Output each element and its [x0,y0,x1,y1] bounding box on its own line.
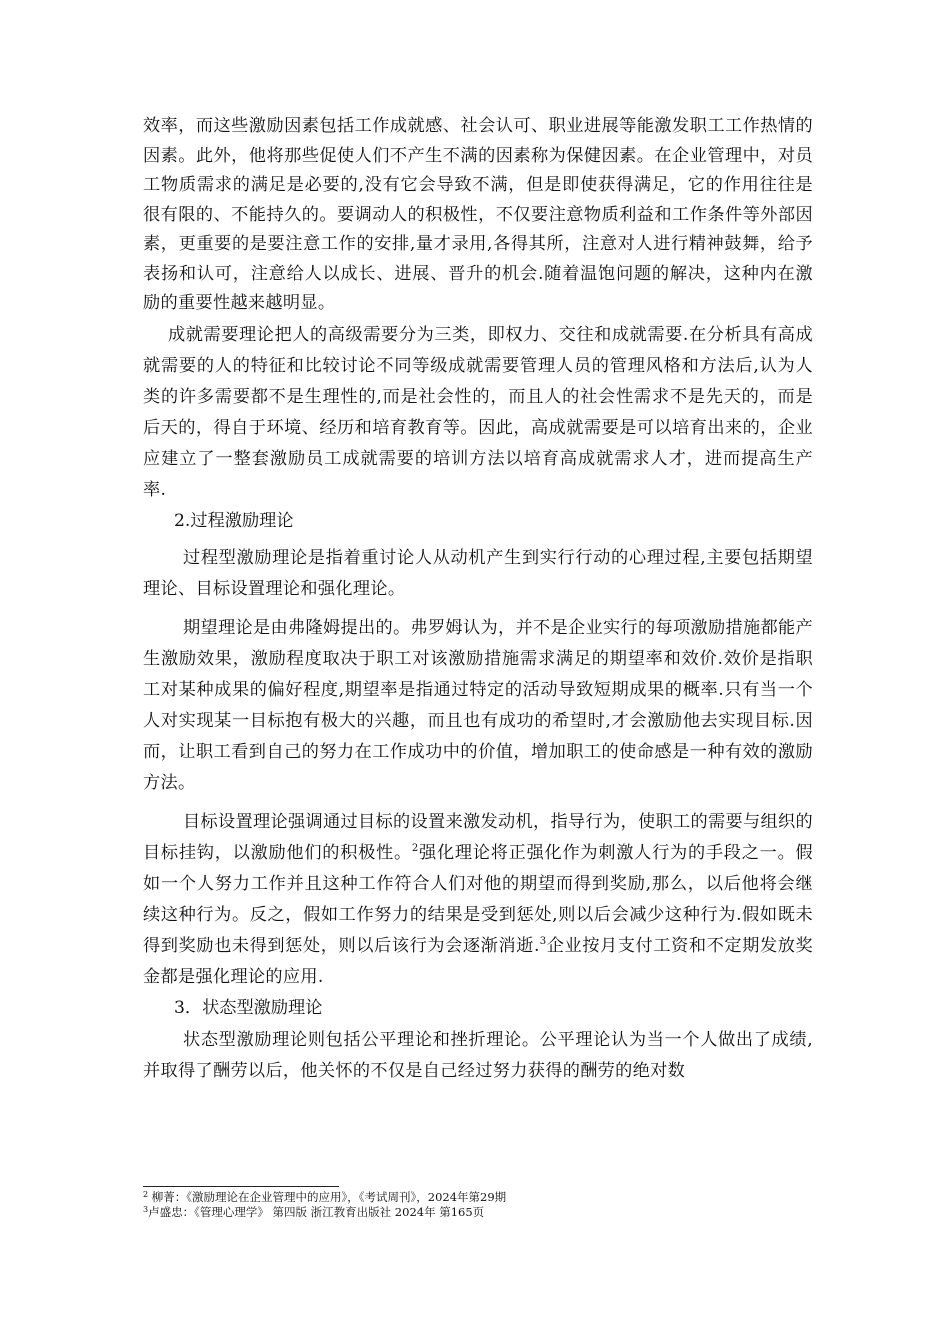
reinforcement-application-text: 企业按月支付工资和不定期发放奖金都是强化理论的应用. [143,935,813,987]
footnote-2-text: 柳菁：《激励理论在企业管理中的应用》，《考试周刊》，2024年第29期 [148,1190,507,1204]
document-body [143,112,813,1087]
footnote-3-mark: 3 [143,1205,149,1214]
footnotes [143,1186,813,1220]
paragraph-process-theory: 过程型激励理论是指着重讨论人从动机产生到实行行动的心理过程,主要包括期望理论、目标设置理论和强化理论。 [143,547,813,599]
paragraph-achievement-needs: 成就需要理论把人的高级需要分为三类，即权力、交往和成就需要.在分析具有高成就需要的人的特征和比较讨论不同等级成就需要管理人员的管理风格和方法后,认为人类的许多需要都不是生理性的,而是社会性的，而且人的社会性需求不是先天的，而是后天的，得自于环境、经历和培育教育等。因此，高成就需要是可以培育出来的，企业应建立了一整套激励员工成就需要的培训方法以培育高成就需求人才，进而提高生产率. [143,324,813,500]
paragraph-expectancy-theory: 期望理论是由弗隆姆提出的。弗罗姆认为，并不是企业实行的每项激励措施都能产生激励效果，激励程度取决于职工对该激励措施需求满足的期望率和效价.效价是指职工对某种成果的偏好程度,期望率是指通过特定的活动导致短期成果的概率.只有当一个人对实现某一目标抱有极大的兴趣，而且也有成功的希望时,才会激励他去实现目标.因而，让职工看到自己的努力在工作成功中的价值，增加职工的使命感是一种有效的激励方法。 [143,617,813,793]
paragraph-goal-reinforcement [143,807,813,993]
reinforcement-text: 强化理论将正强化作为刺激人行为的手段之一。假如一个人努力工作并且这种工作符合人们对他的期望而得到奖励,那么，以后他将会继续这种行为。反之，假如工作努力的结果是受到惩处,则以后会减少这种行为.假如既未得到奖励也未得到惩处，则以后该行为会逐渐消逝. [143,842,813,956]
footnote-2-mark: 2 [143,1190,149,1199]
footnote-ref-3: 3 [539,935,547,947]
footnote-2 [143,1190,813,1205]
section-heading-state: 3．状态型激励理论 [174,997,323,1018]
footnote-ref-2: 2 [411,842,419,854]
goal-setting-text: 目标设置理论强调通过目标的设置来激发动机，指导行为，使职工的需要与组织的目标挂钩，以激励他们的积极性。 [143,811,813,863]
footnote-3 [143,1205,813,1220]
footnote-separator [143,1186,339,1187]
paragraph-equity-theory: 状态型激励理论则包括公平理论和挫折理论。公平理论认为当一个人做出了成绩,并取得了酬劳以后，他关怀的不仅是自己经过努力获得的酬劳的绝对数 [143,1029,813,1081]
footnote-3-text: 卢盛忠：《管理心理学》 第四版 浙江教育出版社 2024年 第165页 [148,1205,485,1219]
paragraph-motivation-factors: 效率，而这些激励因素包括工作成就感、社会认可、职业进展等能激发职工工作热情的因素。此外，他将那些促使人们不产生不满的因素称为保健因素。在企业管理中，对员工物质需求的满足是必要的,没有它会导致不满，但是即使获得满足，它的作用往往是很有限的、不能持久的。要调动人的积极性，不仅要注意物质利益和工作条件等外部因素，更重要的是要注意工作的安排,量才录用,各得其所，注意对人进行精神鼓舞，给予表扬和认可，注意给人以成长、进展、晋升的机会.随着温饱问题的解决，这种内在激励的重要性越来越明显。 [143,116,813,313]
section-heading-process: 2.过程激励理论 [174,510,294,531]
